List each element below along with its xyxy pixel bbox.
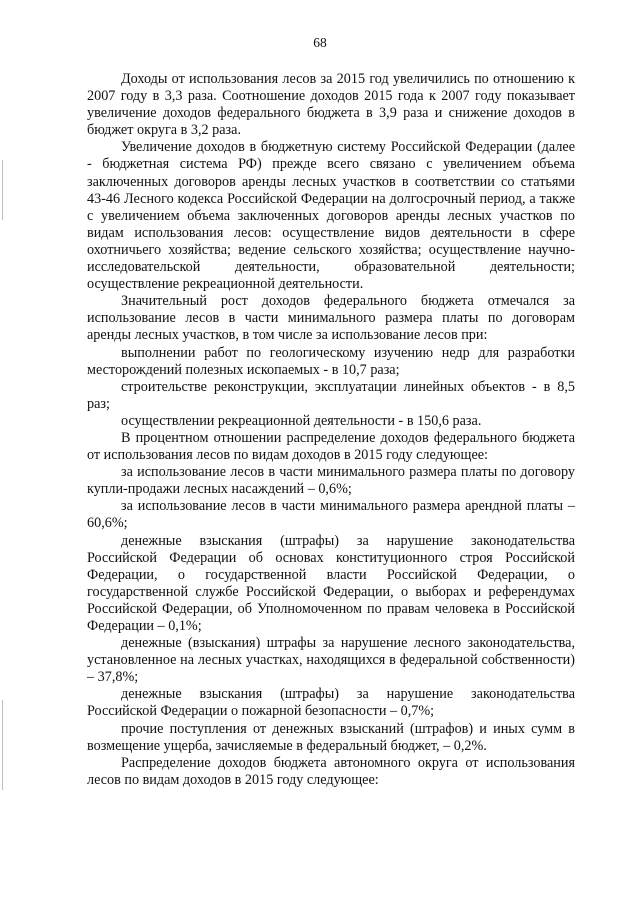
list-item: прочие поступления от денежных взысканий (штрафов) и иных сумм в возмещение ущерба, зачисляемые в федеральный бюджет, – 0,2%. bbox=[87, 720, 575, 754]
list-item: за использование лесов в части минимального размера платы по договору купли-продажи лесных насаждений – 0,6%; bbox=[87, 464, 575, 498]
paragraph: Значительный рост доходов федерального бюджета отмечался за использование лесов в части минимального размера платы по договорам аренды лесных участков, в том числе за использование лесов при: bbox=[87, 293, 575, 344]
document-body bbox=[87, 71, 575, 789]
scan-edge-mark bbox=[2, 160, 3, 220]
list-item: выполнении работ по геологическому изучению недр для разработки месторождений полезных ископаемых - в 10,7 раза; bbox=[87, 344, 575, 378]
list-item: за использование лесов в части минимального размера арендной платы – 60,6%; bbox=[87, 498, 575, 532]
list-item: денежные взыскания (штрафы) за нарушение законодательства Российской Федерации об основах конституционного строя Российской Федерации, о государственной власти Российской Федерации, о государственной службе Российской Федерации, о выборах и референдумах Российской Федерации, об Уполномоченном по правам человека в Российской Федерации – 0,1%; bbox=[87, 532, 575, 634]
paragraph: Доходы от использования лесов за 2015 год увеличились по отношению к 2007 году в 3,3 раза. Соотношение доходов 2015 года к 2007 году показывает увеличение доходов федерального бюджета в 3,9 раза и снижение доходов в бюджет округа в 3,2 раза. bbox=[87, 71, 575, 139]
paragraph: Увеличение доходов в бюджетную систему Российской Федерации (далее - бюджетная система РФ) прежде всего связано с увеличением объема заключенных договоров аренды лесных участков в соответствии со статьями 43-46 Лесного кодекса Российской Федерации на долгосрочный период, а также с увеличением объема заключенных договоров аренды лесных участков по видам использования лесов: осуществление видов деятельности в сфере охотничьего хозяйства; ведение сельского хозяйства; осуществление научно-исследовательской деятельности, образовательной деятельности; осуществление рекреационной деятельности. bbox=[87, 139, 575, 293]
list-item: денежные взыскания (штрафы) за нарушение законодательства Российской Федерации о пожарной безопасности – 0,7%; bbox=[87, 686, 575, 720]
list-item: осуществлении рекреационной деятельности - в 150,6 раза. bbox=[121, 412, 482, 429]
list-item: строительстве реконструкции, эксплуатации линейных объектов - в 8,5 раз; bbox=[87, 378, 575, 412]
scan-edge-mark bbox=[2, 700, 3, 790]
paragraph: В процентном отношении распределение доходов федерального бюджета от использования лесов по видам доходов в 2015 году следующее: bbox=[87, 429, 575, 464]
page-number: 68 bbox=[313, 35, 327, 50]
paragraph: Распределение доходов бюджета автономного округа от использования лесов по видам доходов в 2015 году следующее: bbox=[87, 754, 575, 788]
list-item: денежные (взыскания) штрафы за нарушение лесного законодательства, установленное на лесных участках, находящихся в федеральной собственности) – 37,8%; bbox=[87, 635, 575, 686]
